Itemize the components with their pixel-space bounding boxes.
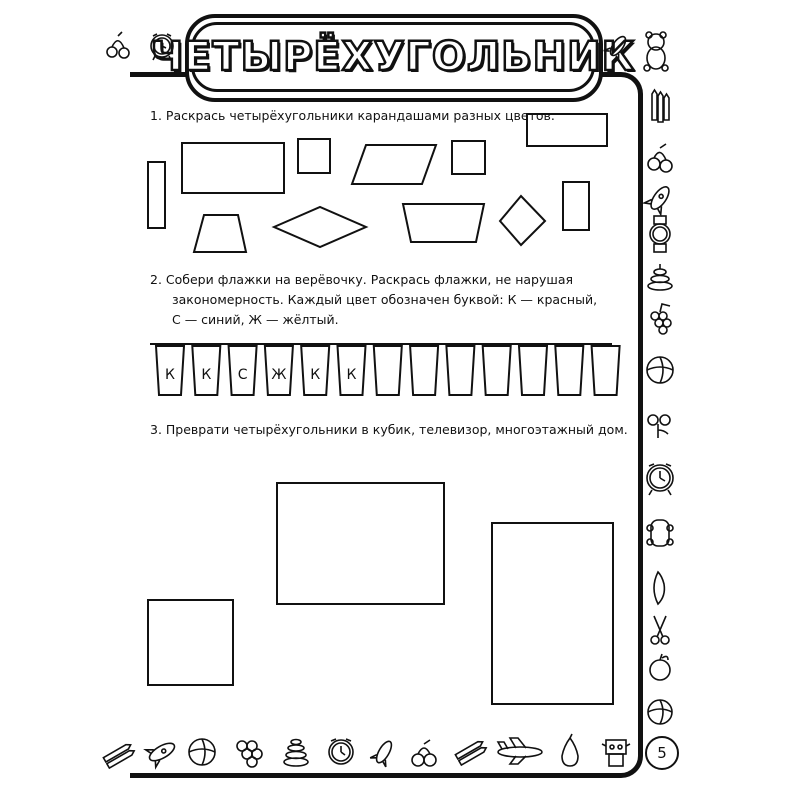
wristwatch-icon [650, 216, 670, 252]
task-3-text: 3. Преврати четырёхугольники в кубик, телевизор, многоэтажный дом. [150, 422, 628, 437]
quad-rhombus-wide[interactable] [274, 207, 366, 247]
quad-square[interactable] [148, 600, 233, 685]
cherries-icon [107, 32, 129, 58]
airplane-icon [498, 738, 542, 764]
banana-icon [654, 572, 664, 604]
flag[interactable] [446, 346, 474, 395]
flags-row [156, 346, 620, 395]
quad-rectangle-tall-left[interactable] [148, 162, 165, 228]
apple-icon [650, 654, 670, 680]
quad-rectangle-large[interactable] [182, 143, 284, 193]
ball-icon [648, 700, 672, 724]
cherries-icon [648, 415, 670, 438]
robot-icon [602, 740, 630, 766]
flag-letter: К [346, 367, 357, 383]
flag-letter: С [237, 367, 248, 383]
flag[interactable] [374, 346, 402, 395]
pyramid-toy-icon [284, 740, 308, 767]
rocket-icon [145, 736, 179, 767]
rocket-icon [370, 737, 398, 767]
grapes-icon [651, 304, 671, 334]
flag-letter: К [201, 367, 212, 383]
pear-icon [562, 734, 578, 766]
alarm-clock-icon [647, 464, 673, 495]
alarm-clock-icon [329, 739, 353, 764]
cherries-icon [412, 740, 436, 766]
task-2-line-3: С — синий, Ж — жёлтый. [172, 312, 339, 327]
scissors-icon [651, 616, 669, 644]
flag[interactable] [483, 346, 511, 395]
quad-rectangle-wide-top[interactable] [527, 114, 607, 146]
flag[interactable] [592, 346, 620, 395]
rocket-icon [644, 182, 675, 215]
flag[interactable] [410, 346, 438, 395]
cherries-icon [648, 144, 672, 172]
quad-trapezoid[interactable] [194, 215, 246, 252]
flag-letter: К [165, 367, 175, 383]
quad-trapezoid-inverted[interactable] [403, 204, 484, 242]
quad-parallelogram[interactable] [352, 145, 436, 184]
teddy-bear-icon [644, 32, 668, 71]
quad-tall-rectangle[interactable] [492, 523, 613, 704]
quad-square-small[interactable] [298, 139, 330, 173]
page-title: ЧЕТЫРЁХУГОЛЬНИК [150, 34, 636, 80]
task-1-text: 1. Раскрась четырёхугольники карандашами разных цветов. [150, 108, 555, 123]
crayons-icon [652, 90, 669, 122]
ball-icon [647, 357, 673, 383]
flag[interactable] [555, 346, 583, 395]
quad-rectangle-tall-right[interactable] [563, 182, 589, 230]
flag[interactable] [519, 346, 547, 395]
task-2-line-2: закономерность. Каждый цвет обозначен буквой: К — красный, [172, 292, 598, 307]
grapes-icon [237, 741, 262, 767]
ball-icon [189, 739, 215, 765]
alarm-clock-icon [151, 34, 173, 60]
toy-car-icon [647, 520, 673, 546]
quad-square-right[interactable] [452, 141, 485, 174]
crayons-icon [455, 740, 487, 765]
flag-letter: К [310, 367, 321, 383]
flag-letter: Ж [271, 367, 287, 383]
quad-rhombus-square[interactable] [500, 196, 545, 245]
rocket-icon [604, 32, 632, 61]
pyramid-toy-icon [648, 264, 672, 290]
page-number: 5 [645, 736, 679, 770]
crayons-icon [103, 743, 135, 768]
task-2-line-1: 2. Собери флажки на верёвочку. Раскрась флажки, не нарушая [150, 272, 573, 287]
quad-large-rectangle[interactable] [277, 483, 444, 604]
